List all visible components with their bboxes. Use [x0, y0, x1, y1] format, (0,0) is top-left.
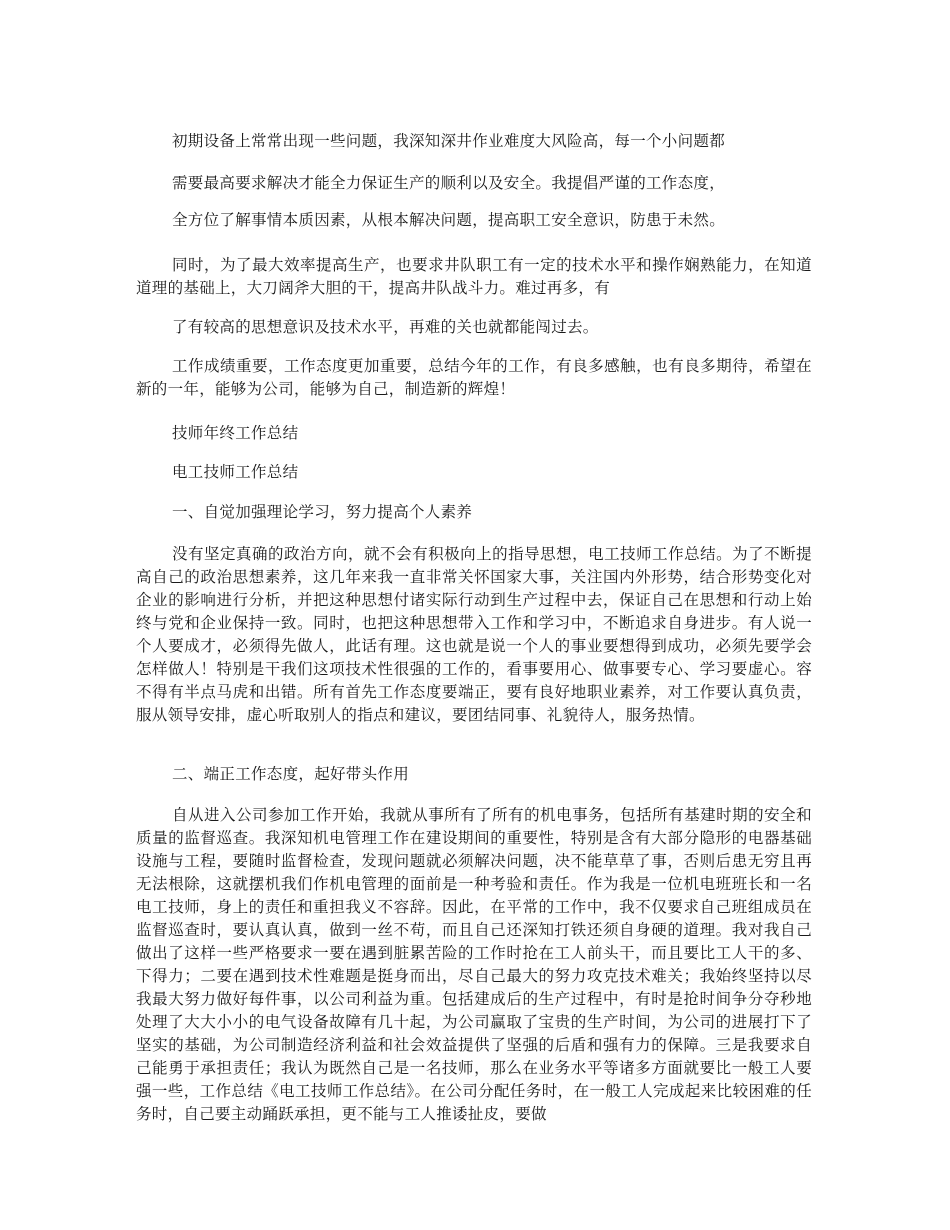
paragraph-section-1: 没有坚定真确的政治方向，就不会有积极向上的指导思想，电工技师工作总结。为了不断提高自己的政治思想素养，这几年来我一直非常关怀国家大事，关注国内外形势，结合形势变化对企业的影响进行分析，并把这种思想付诸实际行动到生产过程中去，保证自己在思想和行动上始终与党和企业保持一致。同时，也把这种思想带入工作和学习中，不断追求自身进步。有人说一个人要成才，必须得先做人，此话有理。这也就是说一个人的事业要想得到成功，必须先要学会怎样做人！特别是干我们这项技术性很强的工作的，看事要用心、做事要专心、学习要虚心。容不得有半点马虎和出错。所有首先工作态度要端正，要有良好地职业素养，对工作要认真负责，服从领导安排，虚心听取别人的指点和建议，要团结同事、礼貌待人，服务热情。: [136, 545, 812, 724]
heading-electrician-summary: 电工技师工作总结: [172, 463, 299, 481]
paragraph-1: 初期设备上常常出现一些问题，我深知深井作业难度大风险高，每一个小问题都: [172, 132, 726, 150]
paragraph-section-2: 自从进入公司参加工作开始，我就从事所有了所有的机电事务，包括所有基建时期的安全和质量的监督巡查。我深知机电管理工作在建设期间的重要性，特别是含有大部分隐形的电器基础设施与工程，要随时监督检查，发现问题就必须解决问题，决不能草草了事，否则后患无穷且再无法根除，这就摆机我们作机电管理的面前是一种考验和责任。作为我是一位机电班班长和一名电工技师，身上的责任和重担我义不容辞。因此，在平常的工作中，我不仅要求自己班组成员在监督巡查时，要认真认真，做到一丝不苟，而且自己还深知打铁还须自身硬的道理。我对我自己做出了这样一些严格要求一要在遇到脏累苦险的工作时抢在工人前头干，而且要比工人干的多、下得力；二要在遇到技术性难题是挺身而出，尽自己最大的努力攻克技术难关；我始终坚持以尽我最大努力做好每件事，以公司利益为重。包括建成后的生产过程中，有时是抢时间争分夺秒地处理了大大小小的电气设备故障有几十起，为公司赢取了宝贵的生产时间，为公司的进展打下了坚实的基础，为公司制造经济利益和社会效益提供了坚强的后盾和强有力的保障。三是我要求自己能勇于承担责任；我认为既然自己是一名技师，那么在业务水平等诸多方面就要比一般工人要强一些，工作总结《电工技师工作总结》。在公司分配任务时，在一般工人完成起来比较困难的任务时，自己要主动踊跃承担，更不能与工人推诿扯皮，要做: [136, 806, 812, 1123]
paragraph-3: 全方位了解事情本质因素，从根本解决问题，提高职工安全意识，防患于未然。: [172, 211, 726, 229]
paragraph-2: 需要最高要求解决才能全力保证生产的顺利以及安全。我提倡严谨的工作态度，: [172, 174, 726, 192]
heading-technician-summary: 技师年终工作总结: [172, 424, 299, 442]
section-heading-2: 二、端正工作态度，起好带头作用: [172, 765, 410, 783]
paragraph-5: 了有较高的思想意识及技术水平，再难的关也就都能闯过去。: [172, 318, 599, 336]
paragraph-6: 工作成绩重要，工作态度更加重要，总结今年的工作，有良多感触，也有良多期待，希望在新的一年，能够为公司，能够为自己，制造新的辉煌！: [136, 357, 812, 398]
paragraph-4: 同时，为了最大效率提高生产，也要求井队职工有一定的技术水平和操作娴熟能力，在知道道理的基础上，大刀阔斧大胆的干，提高井队战斗力。难过再多，有: [136, 256, 812, 297]
section-heading-1: 一、自觉加强理论学习，努力提高个人素养: [172, 503, 473, 521]
